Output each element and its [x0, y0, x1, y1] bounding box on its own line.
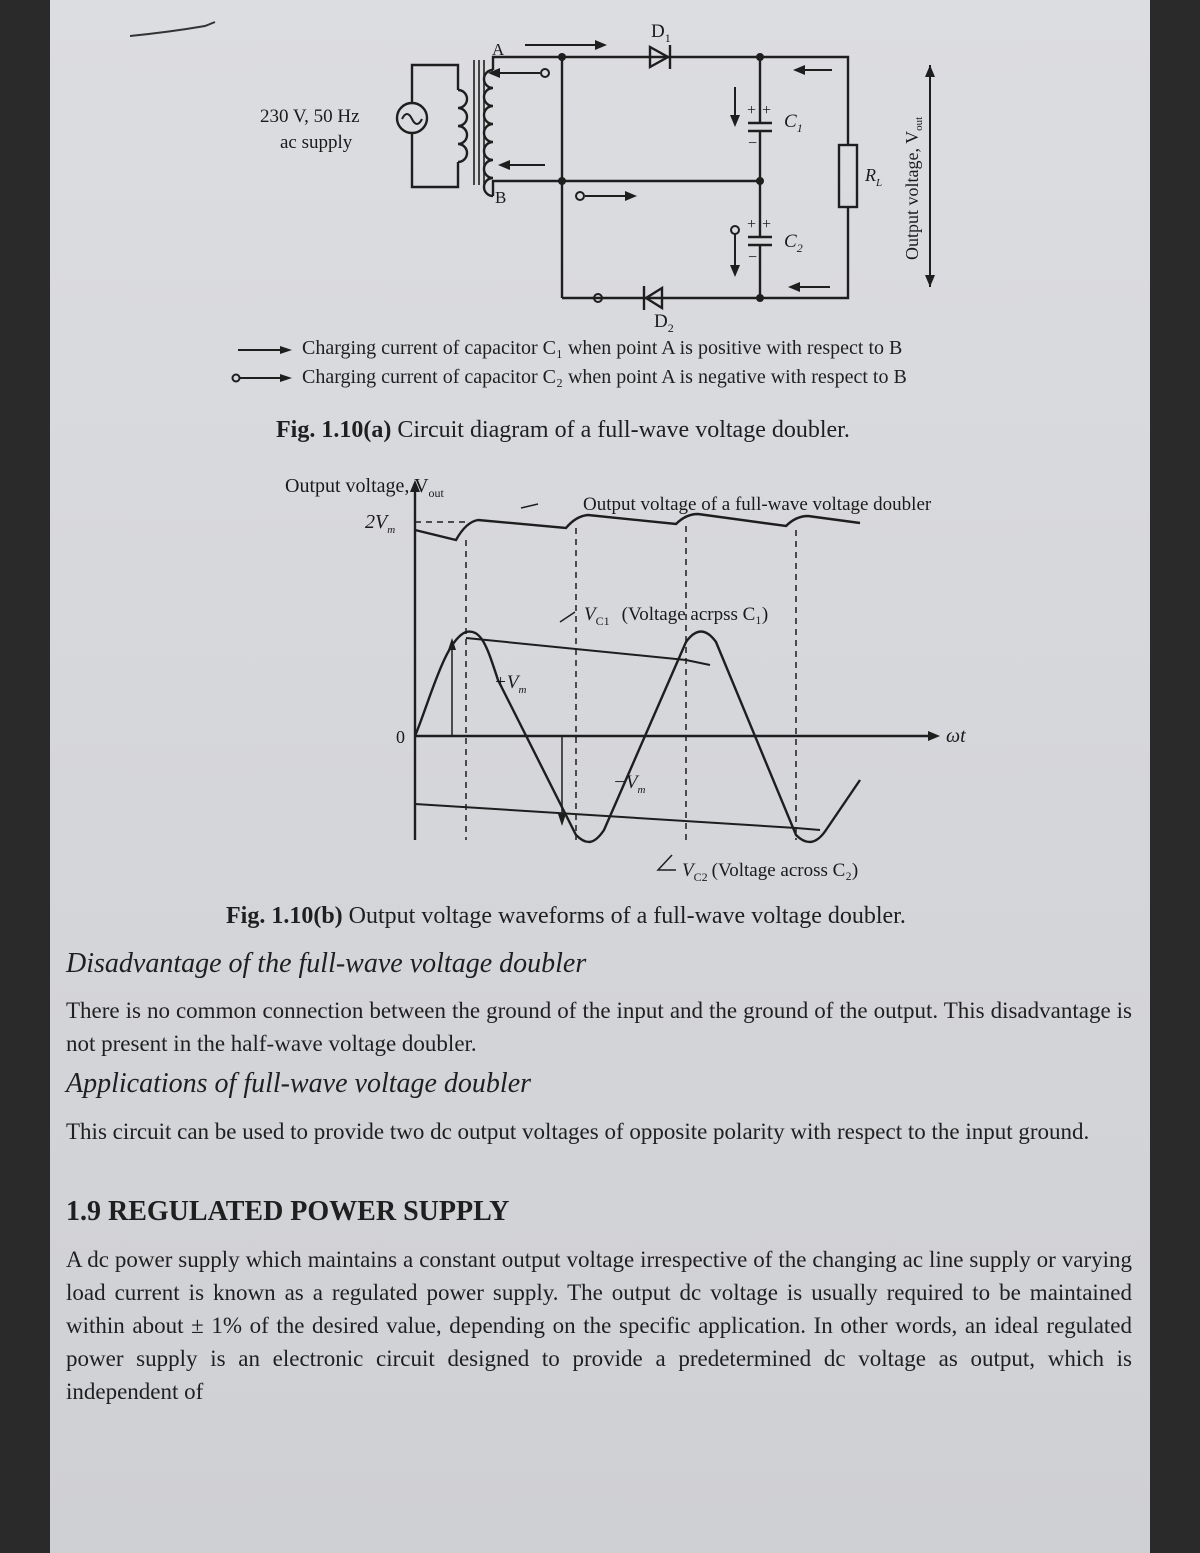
- y-axis-label: Output voltage, $V_{out}$: [285, 475, 444, 500]
- plus-vm-label: $+V_m$: [494, 672, 527, 696]
- disadvantage-heading: Disadvantage of the full-wave voltage doubler: [66, 948, 587, 979]
- output-voltage-label: Output voltage, $V_{out}$: [902, 116, 925, 260]
- c2-minus: −: [748, 249, 758, 266]
- point-a-label: A: [492, 40, 505, 59]
- c1-minus: −: [748, 135, 758, 152]
- c1-plus-left: +: [747, 102, 757, 119]
- d1-label: $D_1$: [651, 21, 671, 45]
- c2-label: $C_2$: [784, 231, 803, 255]
- c2-plus-left: +: [747, 216, 757, 233]
- regulated-supply-heading: 1.9 REGULATED POWER SUPPLY: [66, 1196, 510, 1227]
- legend-line-2: Charging current of capacitor C₂ when point A is negative with respect to B: [302, 366, 907, 388]
- regulated-supply-paragraph: A dc power supply which maintains a constant output voltage irrespective of the changing ac line supply or varying load current is known as a regulated power supply. The output dc voltage is usually required to be maintained within about ± 1% of the desired value, depending on the specific application. In other words, an ideal regulated power supply is an electronic circuit designed to provide a predetermined dc voltage as output, which is independent of: [66, 1247, 1132, 1404]
- c1-plus-right: +: [762, 102, 772, 119]
- zero-label: 0: [396, 727, 405, 747]
- minus-vm-label: $-V_m$: [613, 772, 646, 796]
- disadvantage-paragraph: There is no common connection between the ground of the input and the ground of the output. This disadvantage is not present in the half-wave voltage doubler.: [66, 998, 1132, 1056]
- applications-heading: Applications of full-wave voltage doubler: [66, 1068, 532, 1099]
- x-axis-label: ωt: [946, 725, 966, 747]
- waveform-graph: [220, 460, 1020, 890]
- two-vm-label: $2V_m$: [365, 511, 396, 536]
- legend-line-1: Charging current of capacitor C₁ when point A is positive with respect to B: [302, 337, 903, 359]
- figure-b-caption: Fig. 1.10(b) Output voltage waveforms of a full-wave voltage doubler.: [226, 903, 906, 929]
- c1-label: $C_1$: [784, 111, 803, 135]
- figure-a-caption: Fig. 1.10(a) Circuit diagram of a full-wave voltage doubler.: [276, 417, 850, 443]
- supply-label-line1: 230 V, 50 Hz: [260, 106, 360, 127]
- document-page: [50, 0, 1150, 1553]
- legend-arrows: [228, 338, 300, 386]
- output-curve-label: Output voltage of a full-wave voltage doubler: [583, 494, 932, 515]
- vc1-label: $V_{C1}$ (Voltage acrpss C₁): [584, 604, 769, 628]
- d2-label: $D_2$: [654, 311, 674, 335]
- point-b-label: B: [495, 188, 507, 207]
- circuit-diagram: [200, 15, 980, 335]
- supply-label-line2: ac supply: [280, 132, 353, 153]
- c2-plus-right: +: [762, 216, 772, 233]
- applications-paragraph: This circuit can be used to provide two dc output voltages of opposite polarity with respect to the input ground.: [66, 1119, 1090, 1144]
- rl-label: $R_L$: [865, 165, 883, 189]
- vc2-label: $V_{C2}$ (Voltage across C₂): [682, 860, 859, 884]
